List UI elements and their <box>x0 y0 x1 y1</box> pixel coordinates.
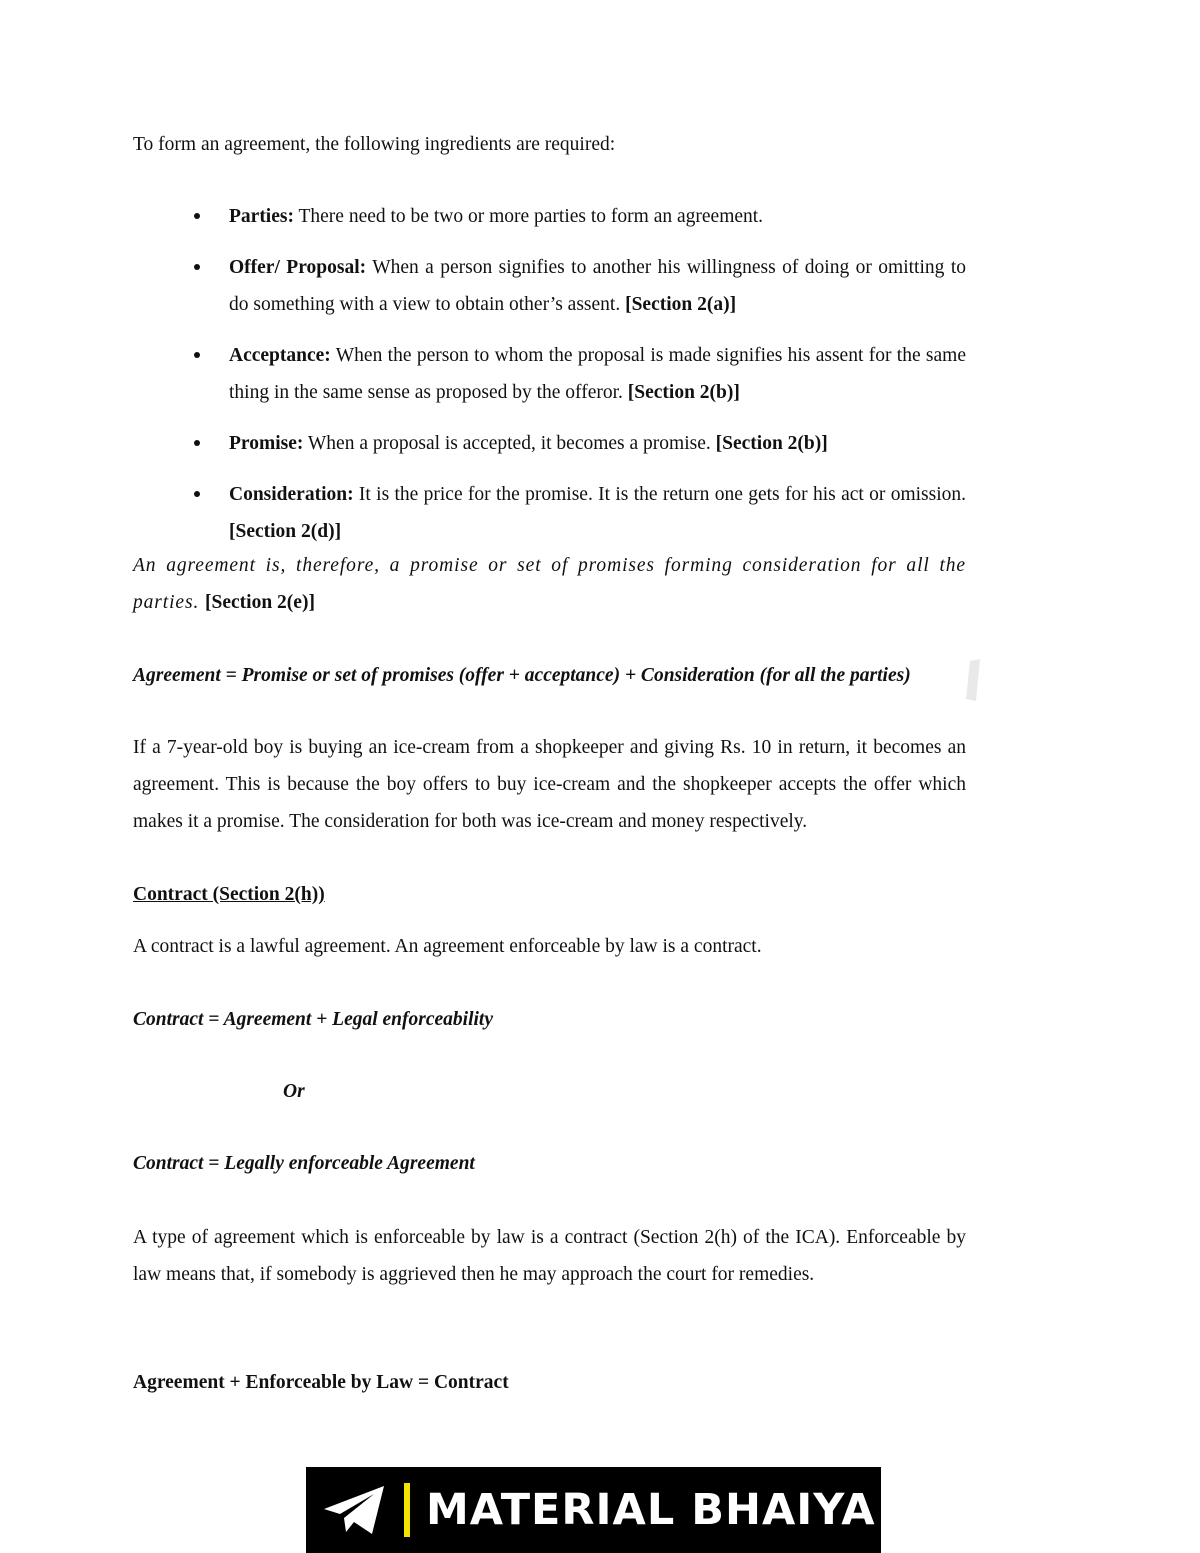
telegram-plane-icon <box>322 1482 388 1538</box>
list-item <box>133 476 966 550</box>
example-paragraph: If a 7-year-old boy is buying an ice-cream from a shopkeeper and giving Rs. 10 in return, it becomes an agreement. This is because the boy offers to buy ice-cream and the shopkeeper accepts the offer which makes it a promise. The consideration for both was ice-cream and money respectively. <box>133 737 966 832</box>
contract-definition: A contract is a lawful agreement. An agreement enforceable by law is a contract. <box>133 936 762 957</box>
item-text: When a person signifies to another his willingness of doing or omitting to do something with a view to obtain other’s assent. <box>229 257 966 315</box>
summary-ref: [Section 2(e)] <box>205 592 315 613</box>
list-item <box>133 337 966 411</box>
agreement-formula: Agreement = Promise or set of promises (offer + acceptance) + Consideration (for all the parties) <box>133 665 911 686</box>
item-ref: [Section 2(b)] <box>627 382 740 403</box>
brand-name: MATERIAL BHAIYA <box>426 1485 876 1535</box>
list-item <box>133 425 966 462</box>
item-ref: [Section 2(b)] <box>715 433 828 454</box>
or-text: Or <box>283 1081 305 1102</box>
bullet-icon <box>194 491 200 497</box>
summary-text: An agreement is, therefore, a promise or set of promises forming consideration for all the parties. <box>133 555 966 613</box>
agreement-summary <box>133 547 966 621</box>
list-item <box>133 249 966 323</box>
item-term: Consideration: <box>229 484 354 505</box>
item-text: When a proposal is accepted, it becomes a promise. <box>303 433 716 454</box>
contract-heading: Contract (Section 2(h)) <box>133 884 325 905</box>
accent-bar <box>404 1483 410 1537</box>
contract-formula-1: Contract = Agreement + Legal enforceability <box>133 1009 493 1030</box>
intro-text: To form an agreement, the following ingredients are required: <box>133 134 616 155</box>
item-text: It is the price for the promise. It is the return one gets for his act or omission. <box>353 484 966 505</box>
item-term: Acceptance: <box>229 345 331 366</box>
ingredients-list <box>133 198 966 564</box>
contract-explanation: A type of agreement which is enforceable by law is a contract (Section 2(h) of the ICA). Enforceable by law means that, if somebody is aggrieved then he may approach the court for remedies. <box>133 1227 966 1285</box>
item-ref: [Section 2(d)] <box>229 521 342 542</box>
item-ref: [Section 2(a)] <box>625 294 737 315</box>
list-item <box>133 198 966 235</box>
item-text: When the person to whom the proposal is made signifies his assent for the same thing in the same sense as proposed by the offeror. <box>229 345 966 403</box>
contract-formula-3: Agreement + Enforceable by Law = Contract <box>133 1372 509 1393</box>
brand-banner <box>306 1467 881 1553</box>
bullet-icon <box>194 213 200 219</box>
item-term: Parties: <box>229 206 294 227</box>
item-term: Offer/ Proposal: <box>229 257 367 278</box>
item-term: Promise: <box>229 433 304 454</box>
page-fold-mark <box>966 659 980 701</box>
contract-formula-2: Contract = Legally enforceable Agreement <box>133 1153 475 1174</box>
bullet-icon <box>194 352 200 358</box>
bullet-icon <box>194 440 200 446</box>
bullet-icon <box>194 264 200 270</box>
item-text: There need to be two or more parties to form an agreement. <box>293 206 764 227</box>
